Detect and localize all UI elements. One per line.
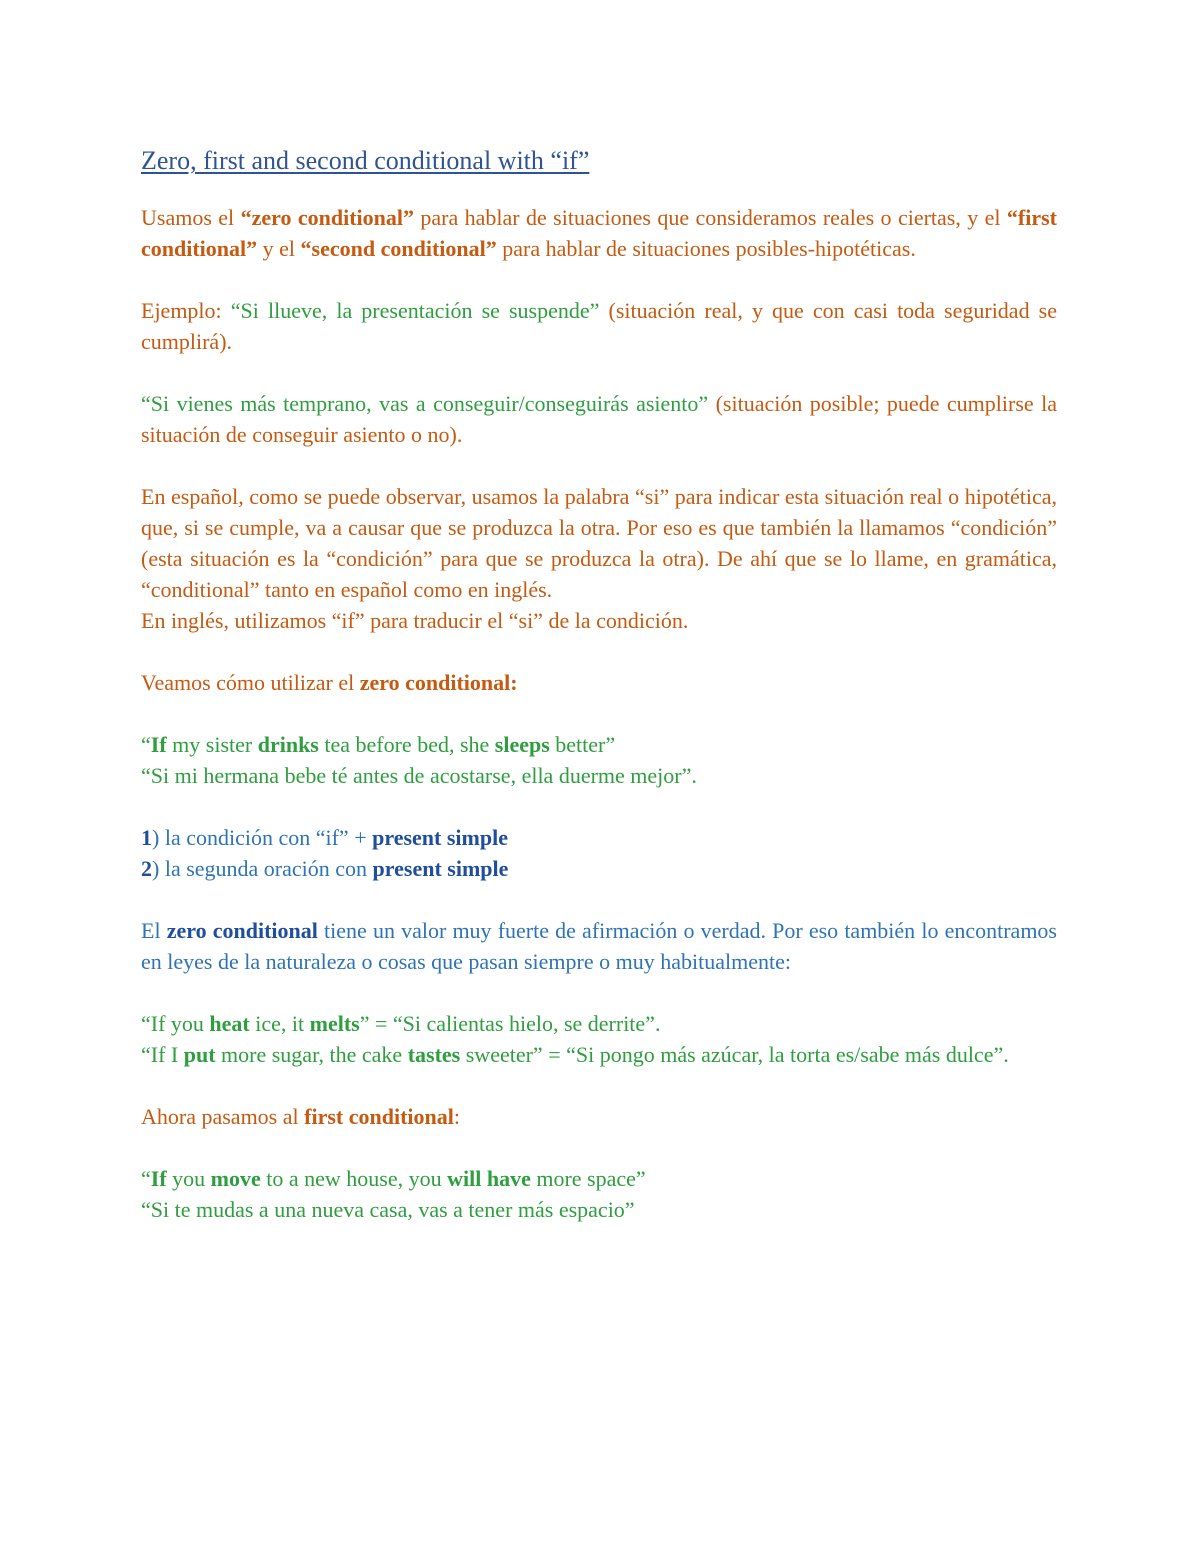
quote-mark: “ — [141, 1166, 151, 1191]
rule-item — [141, 856, 508, 881]
if-keyword: If — [150, 732, 167, 757]
heading-text: : — [453, 1104, 460, 1129]
heading-text: Ahora pasamos al — [141, 1104, 305, 1129]
first-conditional-term: “first conditional” — [141, 205, 1058, 261]
verb-heat: heat — [209, 1011, 250, 1036]
first-example — [141, 1163, 1057, 1225]
example-text: to a new house, you — [260, 1166, 448, 1191]
rule-item — [141, 825, 508, 850]
intro-text: Usamos el — [141, 205, 241, 230]
example-text: more space” — [530, 1166, 646, 1191]
heading-term: zero conditional: — [359, 670, 518, 695]
example-text: tea before bed, she — [318, 732, 495, 757]
example-text: “If you — [141, 1011, 210, 1036]
example-1-quote: “Si llueve, la presentación se suspende” — [230, 298, 600, 323]
example-2-paragraph — [141, 388, 1057, 450]
rule-number: 1 — [141, 825, 152, 850]
explanation-line-if: En inglés, utilizamos “if” para traducir el “si” de la condición. — [141, 608, 689, 633]
heading-term: first conditional — [304, 1104, 454, 1129]
verb-sleeps: sleeps — [494, 732, 550, 757]
second-conditional-term: “second conditional” — [300, 236, 497, 261]
intro-text: para hablar de situaciones que consideramos reales o ciertas, y el — [414, 205, 1007, 230]
quote-mark: “ — [141, 732, 151, 757]
zero-example-translation: “Si mi hermana bebe té antes de acostarse, ella duerme mejor”. — [141, 763, 697, 788]
heading-text: Veamos cómo utilizar el — [141, 670, 360, 695]
zero-description — [141, 915, 1057, 977]
desc-term: zero conditional — [166, 918, 318, 943]
intro-text: para hablar de situaciones posibles-hipotéticas. — [496, 236, 916, 261]
verb-will-have: will have — [447, 1166, 531, 1191]
first-example-translation: “Si te mudas a una nueva casa, vas a tener más espacio” — [141, 1197, 635, 1222]
zero-conditional-heading — [141, 667, 1057, 698]
example-1-paragraph — [141, 295, 1057, 357]
intro-text: y el — [257, 236, 301, 261]
example-text: better” — [549, 732, 616, 757]
example-1-note: (situación real, y que con casi toda seguridad se cumplirá). — [141, 298, 1057, 354]
example-text: sweeter” = “Si pongo más azúcar, la torta es/sabe más dulce”. — [460, 1042, 1009, 1067]
example-text: my sister — [166, 732, 258, 757]
verb-move: move — [210, 1166, 261, 1191]
zero-more-examples — [141, 1008, 1057, 1070]
document-title: Zero, first and second conditional with “if” — [141, 146, 590, 175]
verb-put: put — [183, 1042, 216, 1067]
zero-example — [141, 729, 1057, 791]
rule-text: ) la condición con “if” + — [152, 825, 373, 850]
example-text: you — [166, 1166, 211, 1191]
example-text: ” = “Si calientas hielo, se derrite”. — [359, 1011, 661, 1036]
example-text: ice, it — [249, 1011, 310, 1036]
intro-paragraph — [141, 202, 1057, 264]
rules-list — [141, 822, 1057, 884]
desc-text: tiene un valor muy fuerte de afirmación o verdad. Por eso también lo encontramos en leyes de la naturaleza o cosas que pasan siempre o muy habitualmente: — [141, 918, 1057, 974]
rule-text: ) la segunda oración con — [152, 856, 373, 881]
zero-conditional-term: “zero conditional” — [240, 205, 414, 230]
if-keyword: If — [150, 1166, 167, 1191]
rule-tense: present simple — [372, 825, 508, 850]
verb-drinks: drinks — [257, 732, 319, 757]
example-text: “If I — [141, 1042, 184, 1067]
verb-tastes: tastes — [407, 1042, 461, 1067]
desc-text: El — [141, 918, 167, 943]
first-conditional-heading — [141, 1101, 1057, 1132]
rule-tense: present simple — [372, 856, 509, 881]
rule-number: 2 — [141, 856, 152, 881]
explanation-paragraph: En español, como se puede observar, usamos la palabra “si” para indicar esta situación real o hipotética, que, si se cumple, va a causar que se produzca la otra. Por eso es que también la llamamos “condición” (esta situación es la “condición” para que se produzca la otra). De ahí que se lo llame, en gramática, “conditional” tanto en español como en inglés. — [141, 484, 1057, 602]
example-lead: Ejemplo: — [141, 298, 231, 323]
verb-melts: melts — [309, 1011, 360, 1036]
example-2-quote: “Si vienes más temprano, vas a conseguir/conseguirás asiento” — [141, 391, 709, 416]
example-2-note: (situación posible; puede cumplirse la situación de conseguir asiento o no). — [141, 391, 1057, 447]
example-text: more sugar, the cake — [215, 1042, 408, 1067]
